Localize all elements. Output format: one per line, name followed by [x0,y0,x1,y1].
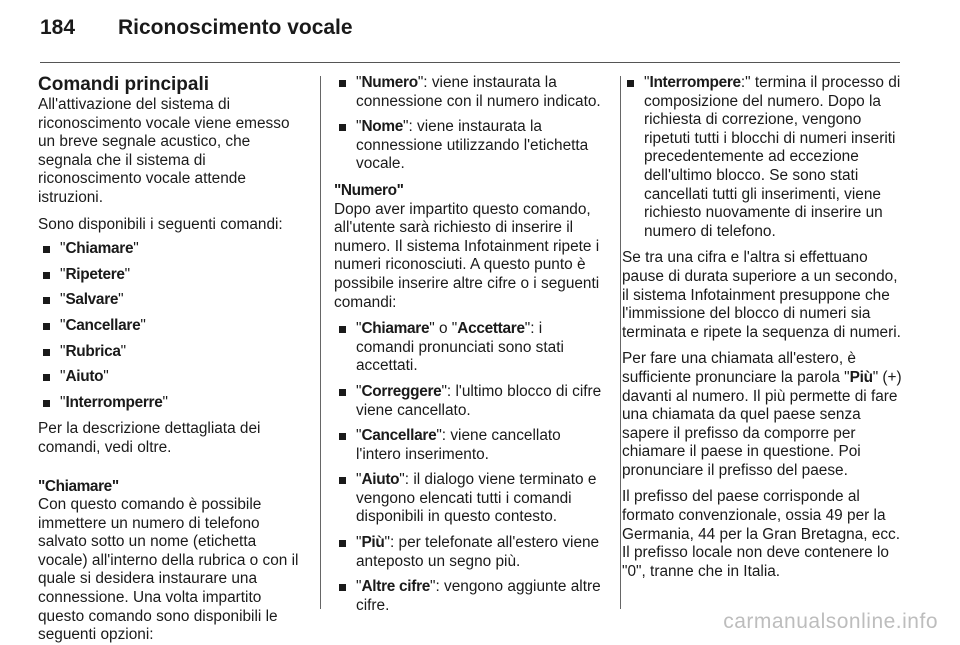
command-keyword: Cancellare [361,427,437,445]
command-keyword: Interromperre [65,393,163,411]
list-item: "Altre cifre": vengono aggiunte altre cifre. [334,578,604,615]
command-text: : per telefonate all'estero viene anteposto un segno più. [356,534,600,570]
list-item: "Interromperre" [38,394,306,413]
command-keyword: Salvare [65,291,119,309]
option-text: : viene instaurata la connessione con il numero indicato. [356,74,601,110]
column-divider [320,76,321,609]
chiamare-paragraph: Con questo comando è possibile immettere un numero di telefono salvato sotto un nome (etichetta vocale) all'interno della rubrica o con il quale si desidera instaurare una connessione. Una volta impartito questo comando sono disponibili le seguenti opzioni: [38,496,299,644]
column-divider [620,76,621,609]
option-keyword: Nome [361,118,404,136]
abroad-text-pre: Per fare una chiamata all'estero, è sufficiente pronunciare la parola " [622,350,856,386]
list-item: "Chiamare" o "Accettare": i comandi pronunciati sono stati accettati. [334,320,604,376]
command-text: : il dialogo viene terminato e vengono elencati tutti i comandi disponibili in questo contesto. [356,471,597,526]
option-list [334,74,604,174]
watermark: carmanualsonline.info [723,610,938,633]
pause-paragraph: Se tra una cifra e l'altra si effettuano pause di durata superiore a un secondo, il sistema Infotainment presuppone che l'immissione del blocco di numeri sia terminata e ripete la sequenza di numeri. [622,249,901,341]
command-keyword: Accettare [457,320,525,338]
command-text: : i comandi pronunciati sono stati accettati. [356,320,564,375]
available-commands-intro: Sono disponibili i seguenti comandi: [38,215,283,233]
list-item: "Nome": viene instaurata la connessione utilizzando l'etichetta vocale. [334,118,604,174]
command-keyword: Altre cifre [361,578,431,596]
command-keyword: Più [361,534,385,552]
command-list [38,240,306,412]
numero-command-list [334,320,604,615]
column-2 [334,74,604,623]
command-keyword: Ripetere [65,265,125,283]
column-3 [622,74,904,589]
abroad-paragraph [622,350,904,480]
command-keyword: Chiamare [65,240,134,258]
command-joiner: " o " [429,320,458,338]
command-text: : l'ultimo blocco di cifre viene cancellato. [356,382,602,419]
command-text: : viene cancellato l'intero inserimento. [356,427,561,463]
section-heading: Comandi principali [38,74,210,95]
list-item: "Salvare" [38,291,306,310]
option-keyword: Numero [361,74,418,91]
list-item: "Rubrica" [38,343,306,362]
command-keyword: Aiuto [361,471,400,489]
list-item: "Cancellare": viene cancellato l'intero inserimento. [334,427,604,464]
numero-paragraph: Dopo aver impartito questo comando, all'utente sarà richiesto di inserire il numero. Il sistema Infotainment ripete i numeri riconosciuti. A questo punto è possibile inserire altre cifre o i seguenti comandi: [334,200,600,311]
command-keyword: Chiamare [361,320,430,338]
list-item: "Ripetere" [38,266,306,285]
list-item: "Chiamare" [38,240,306,259]
page-number: 184 [40,16,76,39]
command-keyword: Cancellare [65,316,141,334]
list-item: "Più": per telefonate all'estero viene anteposto un segno più. [334,534,604,571]
list-item: "Cancellare" [38,317,306,336]
subsection-heading: "Chiamare" [38,477,119,495]
command-keyword: Rubrica [65,342,121,360]
list-item: "Aiuto" [38,368,306,387]
command-keyword: Interrompere [649,74,741,91]
option-text: : viene instaurata la connessione utilizzando l'etichetta vocale. [356,118,589,173]
intro-paragraph: All'attivazione del sistema di riconoscimento vocale viene emesso un breve segnale acustico, che segnala che il sistema di riconoscimento vocale attende istruzioni. [38,96,290,206]
command-keyword: Più [849,368,873,386]
abroad-text-post: " (+) davanti al numero. Il più permette di fare una chiamata da quel paese senza sapere il prefisso da comporre per chiamare il paese in questione. Poi pronunciare il prefisso del paese. [622,368,902,479]
command-text: : vengono aggiunte altre cifre. [356,578,601,614]
subsection-heading: "Numero" [334,181,404,199]
command-keyword: Correggere [361,382,442,400]
list-item: "Interrompere:" termina il processo di composizione del numero. Dopo la richiesta di correzione, vengono ripetuti tutti i blocchi di numeri inseriti precedentemente ad eccezione dell'ultimo blocco. Se sono stati cancellati tutti gli inserimenti, viene richiesto nuovamente di inserire un numero di telefono. [622,74,904,241]
list-item: "Correggere": l'ultimo blocco di cifre viene cancellato. [334,383,604,420]
command-keyword: Aiuto [65,368,104,386]
prefix-paragraph: Il prefisso del paese corrisponde al formato convenzionale, ossia 49 per la Germania, 44 per la Gran Bretagna, ecc. Il prefisso locale non deve contenere lo "0", tranne che in Italia. [622,488,901,580]
header-rule [40,62,900,63]
command-text: :" termina il processo di composizione del numero. Dopo la richiesta di correzione, vengono ripetuti tutti i blocchi di numeri inseriti precedentemente ad eccezione dell'ultimo blocco. Se sono stati cancellati tutti gli inserimenti, viene richiesto nuovamente di inserire un numero di telefono. [644,74,901,240]
list-item: "Numero": viene instaurata la connessione con il numero indicato. [334,74,604,111]
details-paragraph: Per la descrizione dettagliata dei comandi, vedi oltre. [38,420,261,456]
column-1 [38,74,306,645]
page-title: Riconoscimento vocale [118,16,353,39]
list-item: "Aiuto": il dialogo viene terminato e vengono elencati tutti i comandi disponibili in questo contesto. [334,471,604,527]
interrupt-list [622,74,904,241]
